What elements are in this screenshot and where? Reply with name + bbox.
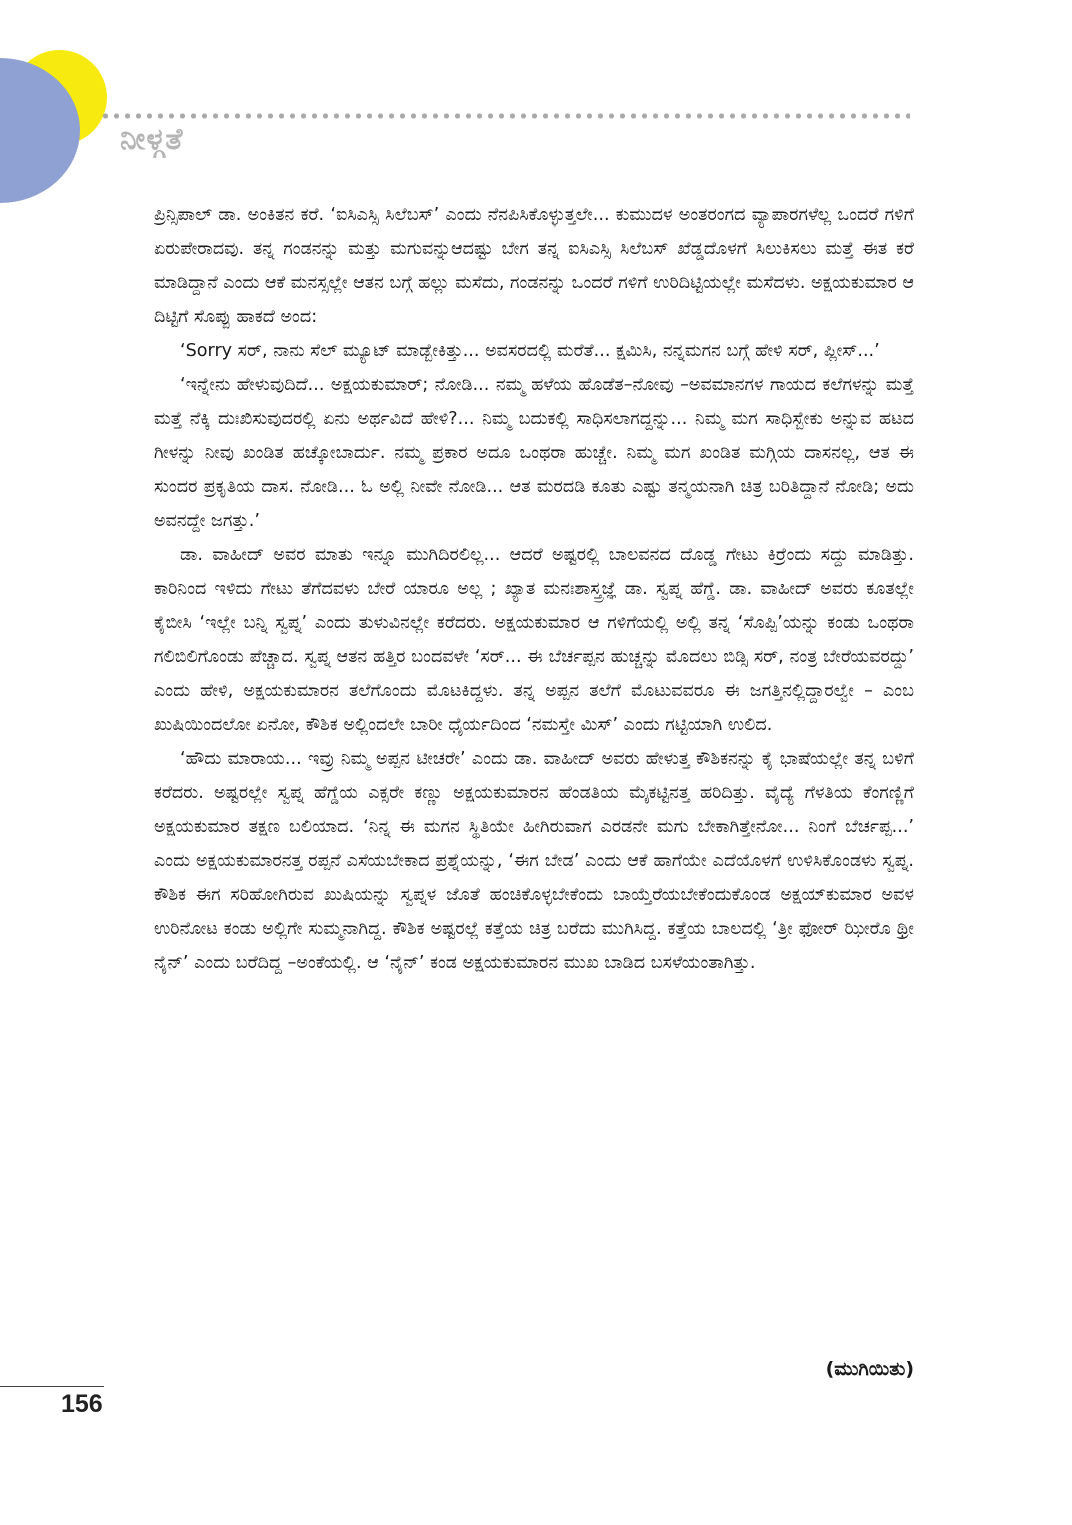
paragraph-1: ಪ್ರಿನ್ಸಿಪಾಲ್ ಡಾ. ಅಂಕಿತನ ಕರೆ. ‘ಐಸಿಎಸ್ಸಿ ಸಿಲೆಬಸ್’ ಎಂದು ನೆನಪಿಸಿಕೊಳ್ಳುತ್ತಲೇ... ಕುಮುದಳ ಅಂತರಂಗದ ವ್ಯಾಪಾರಗಳೆಲ್ಲ ಒಂದರೆ ಗಳಿಗೆ ಏರುಪೇರಾದವು. ತನ್ನ ಗಂಡನನ್ನು ಮತ್ತು ಮಗುವನ್ನುಆದಷ್ಟು ಬೇಗ ತನ್ನ ಐಸಿಎಸ್ಸಿ ಸಿಲೆಬಸ್ ಖೆಡ್ಡದೊಳಗೆ ಸಿಲುಕಿಸಲು ಮತ್ತೆ ಈತ ಕರೆ ಮಾಡಿದ್ದಾನೆ ಎಂದು ಆಕೆ ಮನಸ್ಸಲ್ಲೇ ಆತನ ಬಗ್ಗೆ ಹಲ್ಲು ಮಸೆದು, ಗಂಡನನ್ನು ಒಂದರೆ ಗಳಿಗೆ ಉರಿದಿಟ್ಟಿಯಲ್ಲೇ ಮಸೆದಳು. ಅಕ್ಷಯಕುಮಾರ ಆ ದಿಟ್ಟಿಗೆ ಸೊಪ್ಪು ಹಾಕದೆ ಅಂದ: [154,205,914,327]
dotted-header-rule [100,111,910,121]
page-number: 156 [61,1390,103,1418]
paragraph-4: ಡಾ. ವಾಹೀದ್ ಅವರ ಮಾತು ಇನ್ನೂ ಮುಗಿದಿರಲಿಲ್ಲ... ಆದರೆ ಅಷ್ಟರಲ್ಲಿ ಬಾಲವನದ ದೊಡ್ಡ ಗೇಟು ಕಿರ್ರೆಂದು ಸದ್ದು ಮಾಡಿತ್ತು. ಕಾರಿನಿಂದ ಇಳಿದು ಗೇಟು ತೆಗೆದವಳು ಬೇರೆ ಯಾರೂ ಅಲ್ಲ ; ಖ್ಯಾತ ಮನಃಶಾಸ್ತ್ರಜ್ಞೆ ಡಾ. ಸ್ವಪ್ನ ಹೆಗ್ಡೆ. ಡಾ. ವಾಹೀದ್ ಅವರು ಕೂತಲ್ಲೇ ಕೈಬೀಸಿ ‘ಇಲ್ಲೇ ಬನ್ನಿ ಸ್ವಪ್ನ’ ಎಂದು ತುಳುವಿನಲ್ಲೇ ಕರೆದರು. ಅಕ್ಷಯಕುಮಾರ ಆ ಗಳಿಗೆಯಲ್ಲಿ ಅಲ್ಲಿ ತನ್ನ ‘ಸೊಪ್ಪಿ’ಯನ್ನು ಕಂಡು ಒಂಥರಾ ಗಲಿಬಿಲಿಗೊಂಡು ಪೆಚ್ಚಾದ. ಸ್ವಪ್ನ ಆತನ ಹತ್ತಿರ ಬಂದವಳೇ ‘ಸರ್... ಈ ಬೆರ್ಚಪ್ಪನ ಹುಚ್ಚನ್ನು ಮೊದಲು ಬಿಡ್ಸಿ ಸರ್, ನಂತ್ರ ಬೇರೆಯವರದ್ದು’ ಎಂದು ಹೇಳಿ, ಅಕ್ಷಯಕುಮಾರನ ತಲೆಗೊಂದು ಮೊಟಕಿದ್ದಳು. ತನ್ನ ಅಪ್ಪನ ತಲೆಗೆ ಮೊಟುವವರೂ ಈ ಜಗತ್ತಿನಲ್ಲಿದ್ದಾರಲ್ವೇ – ಎಂಬ ಖುಷಿಯಿಂದಲೋ ಏನೋ, ಕೌಶಿಕ ಅಲ್ಲಿಂದಲೇ ಬಾರೀ ಧೈರ್ಯದಿಂದ ‘ನಮಸ್ತೇ ಮಿಸ್’ ಎಂದು ಗಟ್ಟಿಯಾಗಿ ಉಲಿದ. [154,545,914,735]
end-note: (ಮುಗಿಯಿತು) [825,1358,914,1380]
folio-rule [0,1386,104,1387]
paragraph-2: ‘Sorry ಸರ್, ನಾನು ಸೆಲ್ ಮ್ಯೂಟ್ ಮಾಡ್ಬೇಕಿತ್ತು... ಅವಸರದಲ್ಲಿ ಮರೆತೆ... ಕ್ಷಮಿಸಿ, ನನ್ನಮಗನ ಬಗ್ಗೆ ಹೇಳಿ ಸರ್, ಪ್ಲೀಸ್...’ [180,341,880,361]
paragraph-3: ‘ಇನ್ನೇನು ಹೇಳುವುದಿದೆ... ಅಕ್ಷಯಕುಮಾರ್; ನೋಡಿ... ನಮ್ಮ ಹಳೆಯ ಹೊಡೆತ–ನೋವು –ಅವಮಾನಗಳ ಗಾಯದ ಕಲೆಗಳನ್ನು ಮತ್ತೆ ಮತ್ತೆ ನೆಕ್ಕಿ ದುಃಖಿಸುವುದರಲ್ಲಿ ಏನು ಅರ್ಥವಿದೆ ಹೇಳಿ?... ನಿಮ್ಮ ಬದುಕಲ್ಲಿ ಸಾಧಿಸಲಾಗದ್ದನ್ನು... ನಿಮ್ಮ ಮಗ ಸಾಧಿಸ್ಬೇಕು ಅನ್ನುವ ಹಟದ ಗೀಳನ್ನು ನೀವು ಖಂಡಿತ ಹಚ್ಕೋಬಾರ್ದು. ನಮ್ಮ ಪ್ರಕಾರ ಅದೂ ಒಂಥರಾ ಹುಚ್ಚೇ. ನಿಮ್ಮ ಮಗ ಖಂಡಿತ ಮಗ್ಗಿಯ ದಾಸನಲ್ಲ, ಆತ ಈ ಸುಂದರ ಪ್ರಕೃತಿಯ ದಾಸ. ನೋಡಿ... ಓ ಅಲ್ಲಿ ನೀವೇ ನೋಡಿ... ಆತ ಮರದಡಿ ಕೂತು ಎಷ್ಟು ತನ್ಮಯನಾಗಿ ಚಿತ್ರ ಬರಿತಿದ್ದಾನೆ ನೋಡಿ; ಅದು ಅವನದ್ದೇ ಜಗತ್ತು.’ [154,375,914,531]
story-body [154,198,914,980]
paragraph-5: ‘ಹೌದು ಮಾರಾಯ... ಇವ್ರು ನಿಮ್ಮ ಅಪ್ಪನ ಟೀಚರೇ’ ಎಂದು ಡಾ. ವಾಹೀದ್ ಅವರು ಹೇಳುತ್ತ ಕೌಶಿಕನನ್ನು ಕೈ ಭಾಷೆಯಲ್ಲೇ ತನ್ನ ಬಳಿಗೆ ಕರೆದರು. ಅಷ್ಟರಲ್ಲೇ ಸ್ವಪ್ನ ಹೆಗ್ಡೆಯ ಎಕ್ಸರೇ ಕಣ್ಣು ಅಕ್ಷಯಕುಮಾರನ ಹೆಂಡತಿಯ ಮೈಕಟ್ಟಿನತ್ತ ಹರಿದಿತ್ತು. ವೈದ್ಯೆ ಗೆಳತಿಯ ಕೆಂಗಣ್ಣಿಗೆ ಅಕ್ಷಯಕುಮಾರ ತಕ್ಷಣ ಬಲಿಯಾದ. ‘ನಿನ್ನ ಈ ಮಗನ ಸ್ಥಿತಿಯೇ ಹೀಗಿರುವಾಗ ಎರಡನೇ ಮಗು ಬೇಕಾಗಿತ್ತೇನೋ... ನಿಂಗೆ ಬೆರ್ಚಪ್ಪ...’ ಎಂದು ಅಕ್ಷಯಕುಮಾರನತ್ತ ರಪ್ಪನೆ ಎಸೆಯಬೇಕಾದ ಪ್ರಶ್ನೆಯನ್ನು, ‘ಈಗ ಬೇಡ’ ಎಂದು ಆಕೆ ಹಾಗೆಯೇ ಎದೆಯೊಳಗೆ ಉಳಿಸಿಕೊಂಡಳು ಸ್ವಪ್ನ. ಕೌಶಿಕ ಈಗ ಸರಿಹೋಗಿರುವ ಖುಷಿಯನ್ನು ಸ್ವಪ್ನಳ ಜೊತೆ ಹಂಚಿಕೊಳ್ಳಬೇಕೆಂದು ಬಾಯ್ತೆರೆಯಬೇಕೆಂದುಕೊಂಡ ಅಕ್ಷಯ್‌ಕುಮಾರ ಅವಳ ಉರಿನೋಟ ಕಂಡು ಅಲ್ಲಿಗೇ ಸುಮ್ಮನಾಗಿದ್ದ. ಕೌಶಿಕ ಅಷ್ಟರಲ್ಲೆ ಕತ್ತೆಯ ಚಿತ್ರ ಬರೆದು ಮುಗಿಸಿದ್ದ. ಕತ್ತೆಯ ಬಾಲದಲ್ಲಿ ‘ತ್ರೀ ಫೋರ್ ಝೀರೊ ಥ್ರೀ ನೈನ್’ ಎಂದು ಬರೆದಿದ್ದ –ಅಂಕೆಯಲ್ಲಿ. ಆ ‘ನೈನ್’ ಕಂಡ ಅಕ್ಷಯಕುಮಾರನ ಮುಖ ಬಾಡಿದ ಬಸಳೆಯಂತಾಗಿತ್ತು. [154,749,914,973]
running-title: ನೀಳ್ಗತೆ [120,122,184,157]
